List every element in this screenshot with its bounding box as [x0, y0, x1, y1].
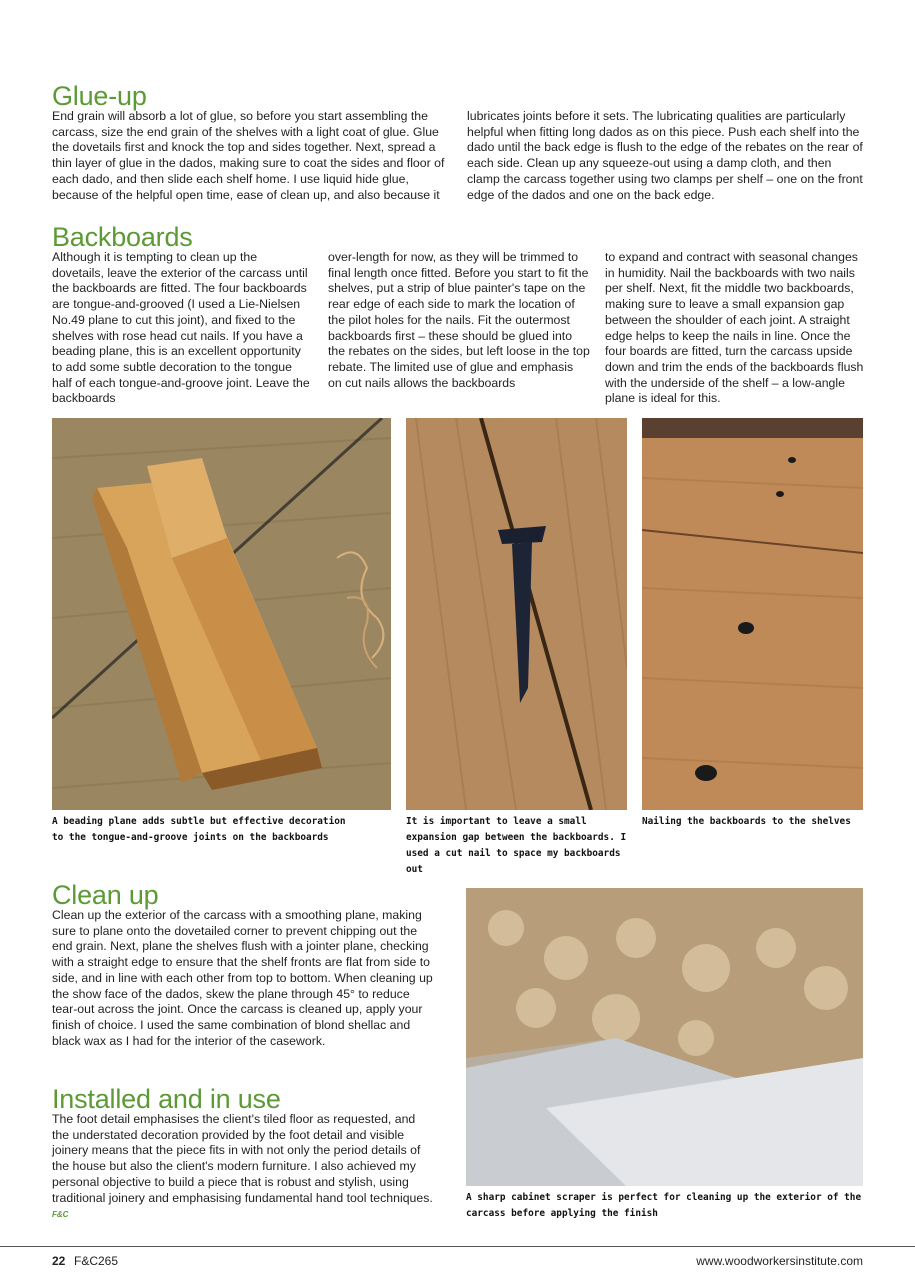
backboards-column-1: Although it is tempting to clean up the dovetails, leave the exterior of the carcass until the backboards are fitted. The four backboards are tongue-and-grooved (I used a Lie-Nielsen No.49 plane to cut this joint), and fixed to the shelves with rose head cut nails. If you have a beading plane, this is an excellent opportunity to add some subtle decoration to the tongue half of each tongue-and-groove joint. Leave the backboards — [52, 250, 310, 406]
footer-rule — [0, 1246, 915, 1247]
issue-label: F&C265 — [74, 1254, 119, 1268]
section-heading-glue-up: Glue-up — [52, 81, 147, 111]
section-heading-backboards: Backboards — [52, 222, 193, 252]
end-mark: F&C — [52, 1210, 69, 1220]
website-url[interactable]: www.woodworkersinstitute.com — [696, 1254, 863, 1268]
clean-up-body: Clean up the exterior of the carcass with a smoothing plane, making sure to plane onto the dovetailed corner to prevent chipping out the end grain. Next, plane the shelves flush with a jointer plane, checking with a straight edge to ensure that the shelf fronts are flat from side to side, and in line with each other from top to bottom. When cleaning up the show face of the dados, skew the plane through 45° to reduce tear-out across the joint. Once the carcass is cleaned up, apply your finish of choice. I used the same combination of blond shellac and black wax as I had for the interior of the casework. — [52, 908, 433, 1048]
cut-nail-photo — [406, 418, 627, 810]
backboards-column-2: over-length for now, as they will be trimmed to final length once fitted. Before you start to fit the shelves, put a strip of blue painter's tape on the rear edge of each side to mark the location of the pilot holes for the nails. Fit the outermost backboards first – these should be glued into the rebates on the sides, but left loose in the top rebate. The limited use of glue and emphasis on cut nails allows the backboards — [328, 250, 590, 390]
page-number: 22 — [52, 1254, 66, 1268]
section-heading-clean-up: Clean up — [52, 880, 159, 910]
nailing-photo — [642, 418, 863, 810]
backboards-column-3: to expand and contract with seasonal changes in humidity. Nail the backboards with two nails per shelf. Next, fit the middle two backboards, making sure to leave a small expansion gap between the shoulder of each joint. A straight edge helps to keep the nails in line. Once the four boards are fitted, turn the carcass upside down and trim the ends of the backboards flush with the underside of the shelf – a low-angle plane is ideal for this. — [605, 250, 864, 406]
caption-expansion-gap: It is important to leave a small expansion gap between the backboards. I used a cut nail to space my backboards out — [406, 816, 627, 875]
installed-body-text: The foot detail emphasises the client's tiled floor as requested, and the understated decoration provided by the foot detail and visible joinery means that the piece fits in with not only the period details of the house but also the client's modern furniture. I also achieved my personal objective to build a piece that is robust and stylish, using traditional joinery and emphasising fundamental hand tool techniques. — [52, 1112, 433, 1205]
shavings-photo — [466, 888, 863, 1186]
caption-nailing: Nailing the backboards to the shelves — [642, 816, 851, 827]
caption-beading-plane: A beading plane adds subtle but effective decoration to the tongue-and-groove joints on the backboards — [52, 816, 346, 843]
caption-scraper: A sharp cabinet scraper is perfect for cleaning up the exterior of the carcass before applying the finish — [466, 1192, 862, 1219]
glue-up-column-1: End grain will absorb a lot of glue, so before you start assembling the carcass, size the end grain of the shelves with a light coat of glue. Glue the dovetails first and knock the top and sides together. Next, spread a thin layer of glue in the dados, making sure to coat the sides and floor of each dado, and then slide each shelf home. I use liquid hide glue, because of the helpful open time, ease of clean up, and also because it — [52, 109, 445, 202]
section-heading-installed: Installed and in use — [52, 1084, 281, 1114]
beading-plane-photo — [52, 418, 391, 810]
installed-body — [52, 1112, 434, 1223]
glue-up-column-2: lubricates joints before it sets. The lubricating qualities are particularly helpful when fitting long dados as on this piece. Push each shelf into the dado until the back edge is flush to the edge of the rebates on the rear of each side. Clean up any squeeze-out using a damp cloth, and then clamp the carcass together using two clamps per shelf – one on the front edge of the dados and one on the back edge. — [467, 109, 863, 202]
